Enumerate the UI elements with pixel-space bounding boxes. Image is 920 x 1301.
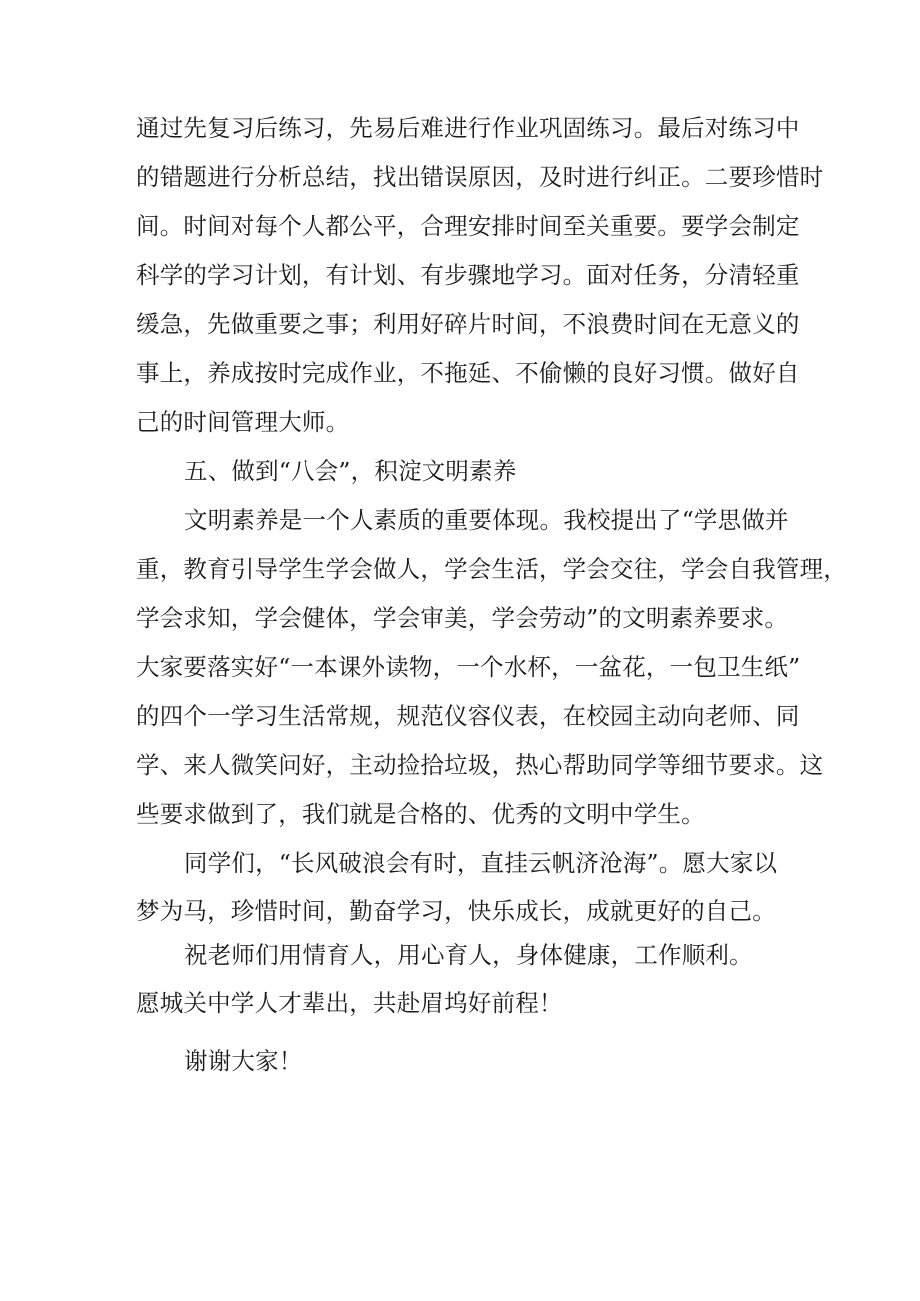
body-line: 间。时间对每个人都公平，合理安排时间至关重要。要学会制定: [136, 212, 800, 240]
body-line: 学会求知，学会健体，学会审美，学会劳动”的文明素养要求。: [136, 604, 789, 632]
body-line: 通过先复习后练习，先易后难进行作业巩固练习。最后对练习中: [136, 114, 800, 142]
body-line: 梦为马，珍惜时间，勤奋学习，快乐成长，成就更好的自己。: [136, 897, 776, 925]
body-line: 科学的学习计划，有计划、有步骤地学习。面对任务，分清轻重: [136, 261, 800, 289]
body-line: 的四个一学习生活常规，规范仪容仪表，在校园主动向老师、同: [136, 702, 800, 730]
body-line: 祝老师们用情育人，用心育人，身体健康，工作顺利。: [184, 941, 753, 969]
body-line: 愿城关中学人才辈出，共赴眉坞好前程！: [136, 989, 563, 1017]
body-line: 学、来人微笑问好，主动捡拾垃圾，热心帮助同学等细节要求。这: [136, 751, 824, 779]
body-line: 大家要落实好“一本课外读物，一个水杯，一盆花，一包卫生纸”: [136, 653, 801, 681]
body-line: 文明素养是一个人素质的重要体现。我校提出了“学思做并: [184, 506, 789, 534]
body-line: 的错题进行分析总结，找出错误原因，及时进行纠正。二要珍惜时: [136, 163, 824, 191]
body-line: 同学们，“长风破浪会有时，直挂云帆济沧海”。愿大家以: [184, 849, 778, 877]
body-line: 己的时间管理大师。: [136, 408, 350, 436]
body-line: 事上，养成按时完成作业，不拖延、不偷懒的良好习惯。做好自: [136, 359, 800, 387]
body-line: 缓急，先做重要之事；利用好碎片时间，不浪费时间在无意义的: [136, 310, 800, 338]
body-line: 重，教育引导学生学会做人，学会生活，学会交往，学会自我管理，: [136, 555, 847, 583]
body-line: 些要求做到了，我们就是合格的、优秀的文明中学生。: [136, 800, 705, 828]
section-heading: 五、做到“八会”，积淀文明素养: [184, 457, 517, 485]
closing-line: 谢谢大家！: [184, 1047, 303, 1075]
